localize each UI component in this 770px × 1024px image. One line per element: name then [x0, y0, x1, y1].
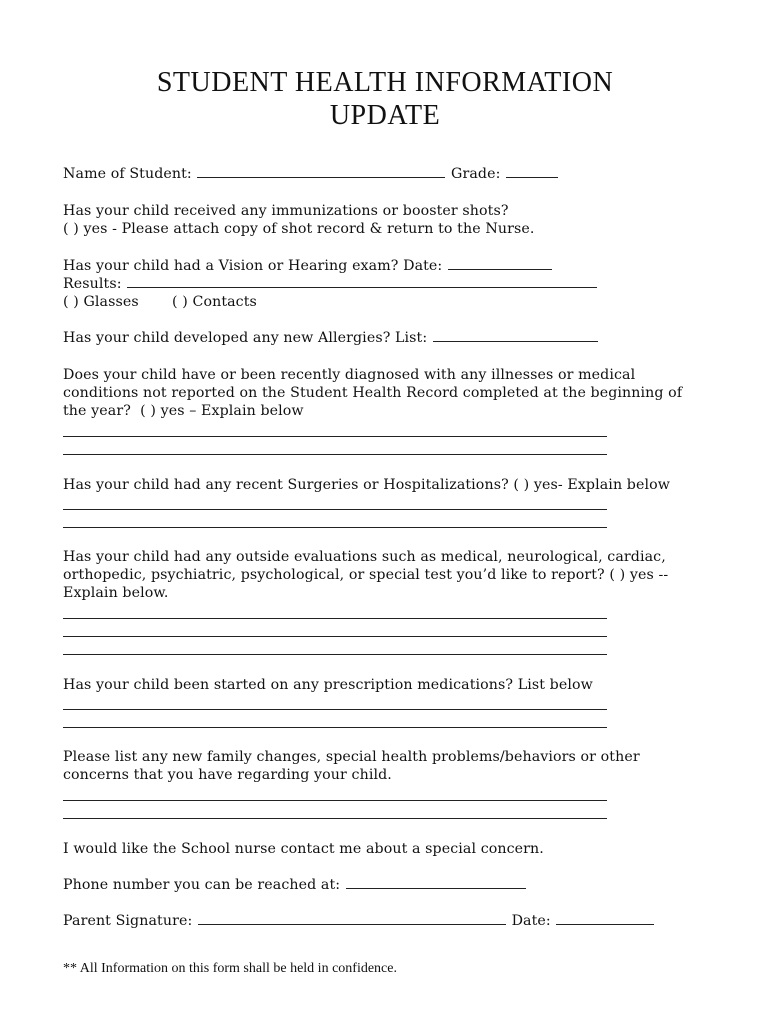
family-answer-line-1[interactable] [63, 800, 607, 801]
parent-signature-field[interactable] [198, 912, 506, 925]
diagnosed-line-1: Does your child have or been recently diagnosed with any illnesses or medical [63, 367, 636, 383]
diagnosed-line-3: the year? ( ) yes – Explain below [63, 403, 304, 419]
name-label: Name of Student: [63, 166, 192, 182]
medications-answer-line-2[interactable] [63, 727, 607, 728]
medications-question: Has your child been started on any prescription medications? List below [63, 677, 593, 693]
phone-row [63, 876, 527, 894]
immunizations-question: Has your child received any immunizations or booster shots? [63, 203, 509, 219]
phone-field[interactable] [346, 876, 526, 889]
student-name-field[interactable] [197, 165, 445, 178]
diagnosed-line-2: conditions not reported on the Student Health Record completed at the beginning of [63, 385, 683, 401]
vision-row [63, 257, 553, 275]
evaluations-line-3: Explain below. [63, 585, 169, 601]
surgeries-answer-line-2[interactable] [63, 527, 607, 528]
contacts-option: ( ) Contacts [172, 294, 257, 310]
family-line-1: Please list any new family changes, special health problems/behaviors or other [63, 749, 640, 765]
exam-date-field[interactable] [448, 257, 552, 270]
allergies-field[interactable] [433, 329, 598, 342]
glasses-option: ( ) Glasses [63, 294, 139, 310]
title-line-2: UPDATE [329, 100, 441, 131]
surgeries-answer-line-1[interactable] [63, 509, 607, 510]
evaluations-answer-line-3[interactable] [63, 654, 607, 655]
nurse-contact-request: I would like the School nurse contact me about a special concern. [63, 841, 544, 857]
results-row [63, 275, 598, 293]
diagnosed-answer-line-2[interactable] [63, 454, 607, 455]
family-line-2: concerns that you have regarding your child. [63, 767, 392, 783]
phone-label: Phone number you can be reached at: [63, 877, 341, 893]
allergies-question: Has your child developed any new Allergies? List: [63, 330, 428, 346]
surgeries-question: Has your child had any recent Surgeries or Hospitalizations? ( ) yes- Explain below [63, 477, 670, 493]
signature-date-field[interactable] [556, 912, 654, 925]
confidentiality-note: ** All Information on this form shall be held in confidence. [63, 961, 397, 976]
medications-answer-line-1[interactable] [63, 709, 607, 710]
grade-field[interactable] [506, 165, 558, 178]
family-answer-line-2[interactable] [63, 818, 607, 819]
results-field[interactable] [127, 275, 597, 288]
evaluations-line-2: orthopedic, psychiatric, psychological, or special test you’d like to report? ( ) yes -- [63, 567, 669, 583]
title-line-1: STUDENT HEALTH INFORMATION [156, 67, 614, 98]
vision-question: Has your child had a Vision or Hearing exam? Date: [63, 258, 443, 274]
parent-signature-label: Parent Signature: [63, 913, 193, 929]
allergies-row [63, 329, 599, 347]
evaluations-answer-line-2[interactable] [63, 636, 607, 637]
results-label: Results: [63, 276, 122, 292]
student-info-row [63, 165, 559, 183]
evaluations-answer-line-1[interactable] [63, 618, 607, 619]
signature-row [63, 912, 655, 930]
grade-label: Grade: [451, 166, 501, 182]
signature-date-label: Date: [511, 913, 551, 929]
diagnosed-answer-line-1[interactable] [63, 436, 607, 437]
evaluations-line-1: Has your child had any outside evaluations such as medical, neurological, cardiac, [63, 549, 666, 565]
immunizations-option: ( ) yes - Please attach copy of shot record & return to the Nurse. [63, 221, 535, 237]
